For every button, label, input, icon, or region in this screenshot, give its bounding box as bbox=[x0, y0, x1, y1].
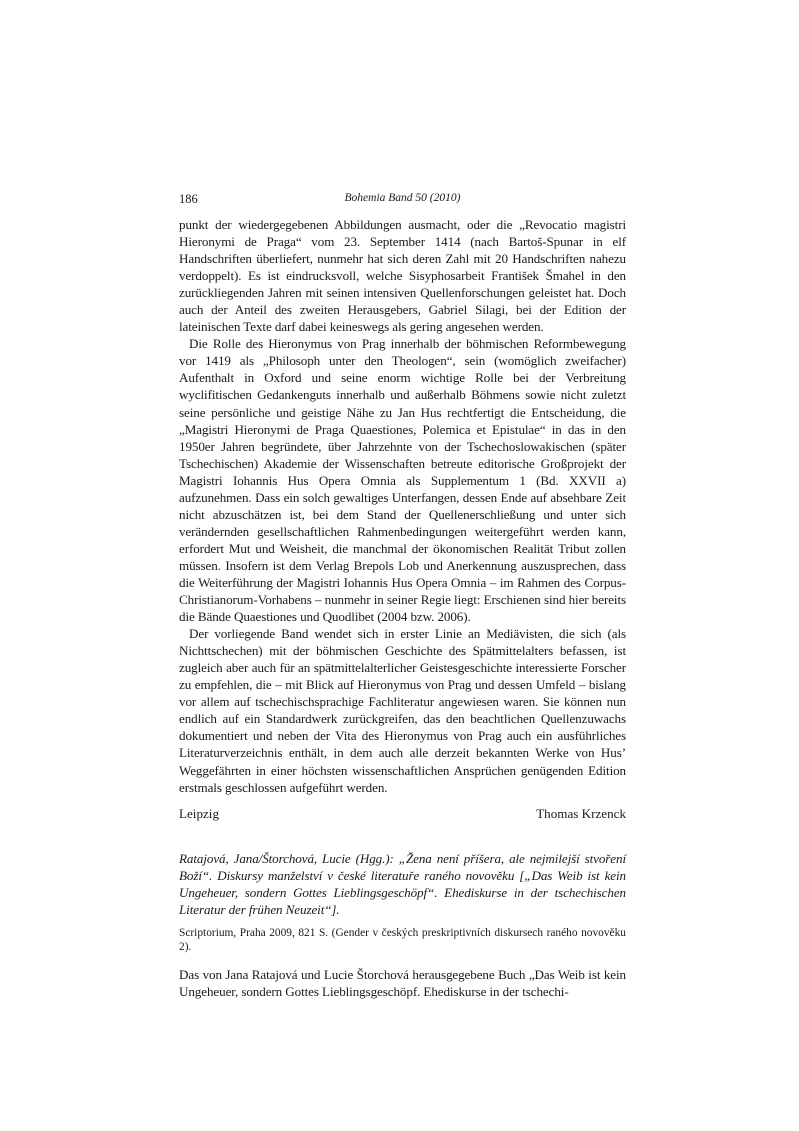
publication-info: Scriptorium, Praha 2009, 821 S. (Gender v českých preskriptivních diskursech raného novověku 2). bbox=[179, 926, 626, 954]
running-head bbox=[179, 192, 626, 212]
signature-place: Leipzig bbox=[179, 805, 219, 821]
review-continuation bbox=[179, 216, 626, 796]
page bbox=[179, 192, 626, 1000]
page-number: 186 bbox=[179, 192, 198, 206]
paragraph-2: Die Rolle des Hieronymus von Prag innerhalb der böhmischen Reformbewegung vor 1419 als „Philosoph unter den Theologen“, sein (womöglich zweifacher) Aufenthalt in Oxford und seine enorm wichtige Rolle bei der Verbreitung wyclifitischen Gedankenguts innerhalb und außerhalb Böhmens sowie nicht zuletzt seine persönliche und geistige Nähe zu Jan Hus rechtfertigt die Entscheidung, die „Magistri Hieronymi de Praga Quaestiones, Polemica et Epistulae“ in das in den 1950er Jahren begründete, über Jahrzehnte von der Tschechoslowakischen (später Tschechischen) Akademie der Wissenschaften betreute editorische Großprojekt der Magistri Iohannis Hus Opera Omnia als Supplementum 1 (Bd. XXVII a) aufzunehmen. Dass ein solch gewaltiges Unterfangen, dessen Ende auf absehbare Zeit nicht abzuschätzen ist, bei dem Stand der Quellenerschließung und unter sich verändernden gesellschaftlichen Rahmenbedingungen weitergeführt werden kann, erfordert Mut und Weisheit, die manchmal der ökonomischen Realität Tribut zollen müssen. Insofern ist dem Verlag Brepols Lob und Anerkennung auszusprechen, dass die Weiterführung der Magistri Iohannis Hus Opera Omnia – im Rahmen des Corpus-Christianorum-Vorhabens – nunmehr in seiner Regie liegt: Erschienen sind hier bereits die Bände Quaestiones und Quodlibet (2004 bzw. 2006). bbox=[179, 336, 626, 625]
journal-title: Bohemia Band 50 (2010) bbox=[344, 192, 461, 204]
review-title: Ratajová, Jana/Štorchová, Lucie (Hgg.): „Žena není příšera, ale nejmilejší stvoření Boží“. Diskursy manželství v české literatuře raného novověku [„Das Weib ist kein Ungeheuer, sondern Gottes Lieblingsgeschöpf“. Ehediskurse in der tschechischen Literatur der frühen Neuzeit“]. bbox=[179, 850, 626, 917]
paragraph-1: punkt der wiedergegebenen Abbildungen ausmacht, oder die „Revocatio magistri Hieronymi de Praga“ vom 23. September 1414 (nach Bartoš-Spunar in elf Handschriften überliefert, nunmehr hat sich deren Zahl mit 20 Handschriften nahezu verdoppelt). Es ist eindrucksvoll, welche Sisyphosarbeit František Šmahel in den zurückliegenden Jahren mit seinen intensiven Quellenforschungen geleistet hat. Doch auch der Anteil des zweiten Herausgebers, Gabriel Silagi, bei der Edition der lateinischen Texte darf dabei keineswegs als gering angesehen werden. bbox=[179, 217, 626, 335]
signature-author: Thomas Krzenck bbox=[536, 805, 626, 821]
signature bbox=[179, 805, 626, 822]
paragraph-3: Der vorliegende Band wendet sich in erster Linie an Mediävisten, die sich (als Nichttschechen) mit der böhmischen Geschichte des Spätmittelalters befassen, ist zugleich aber auch für an spätmittelalterlicher Geistesgeschichte interessierte Forscher zu empfehlen, die – mit Blick auf Hieronymus von Prag und dessen Umfeld – bislang vor allem auf tschechischsprachige Fachliteratur angewiesen waren. Sie können nun endlich auf ein Standardwerk zurückgreifen, das den beachtlichen Quellenzuwachs dokumentiert und neben der Vita des Hieronymus von Prag auch ein ausführliches Literaturverzeichnis enthält, in dem auch alle derzeit bekannten Werke von Hus’ Weggefährten in einer höchsten wissenschaftlichen Ansprüchen genügenden Edition erstmals geschlossen aufgeführt werden. bbox=[179, 626, 626, 795]
review-body: Das von Jana Ratajová und Lucie Štorchová herausgegebene Buch „Das Weib ist kein Ungeheuer, sondern Gottes Lieblingsgeschöpf. Ehediskurse in der tschechi- bbox=[179, 966, 626, 999]
